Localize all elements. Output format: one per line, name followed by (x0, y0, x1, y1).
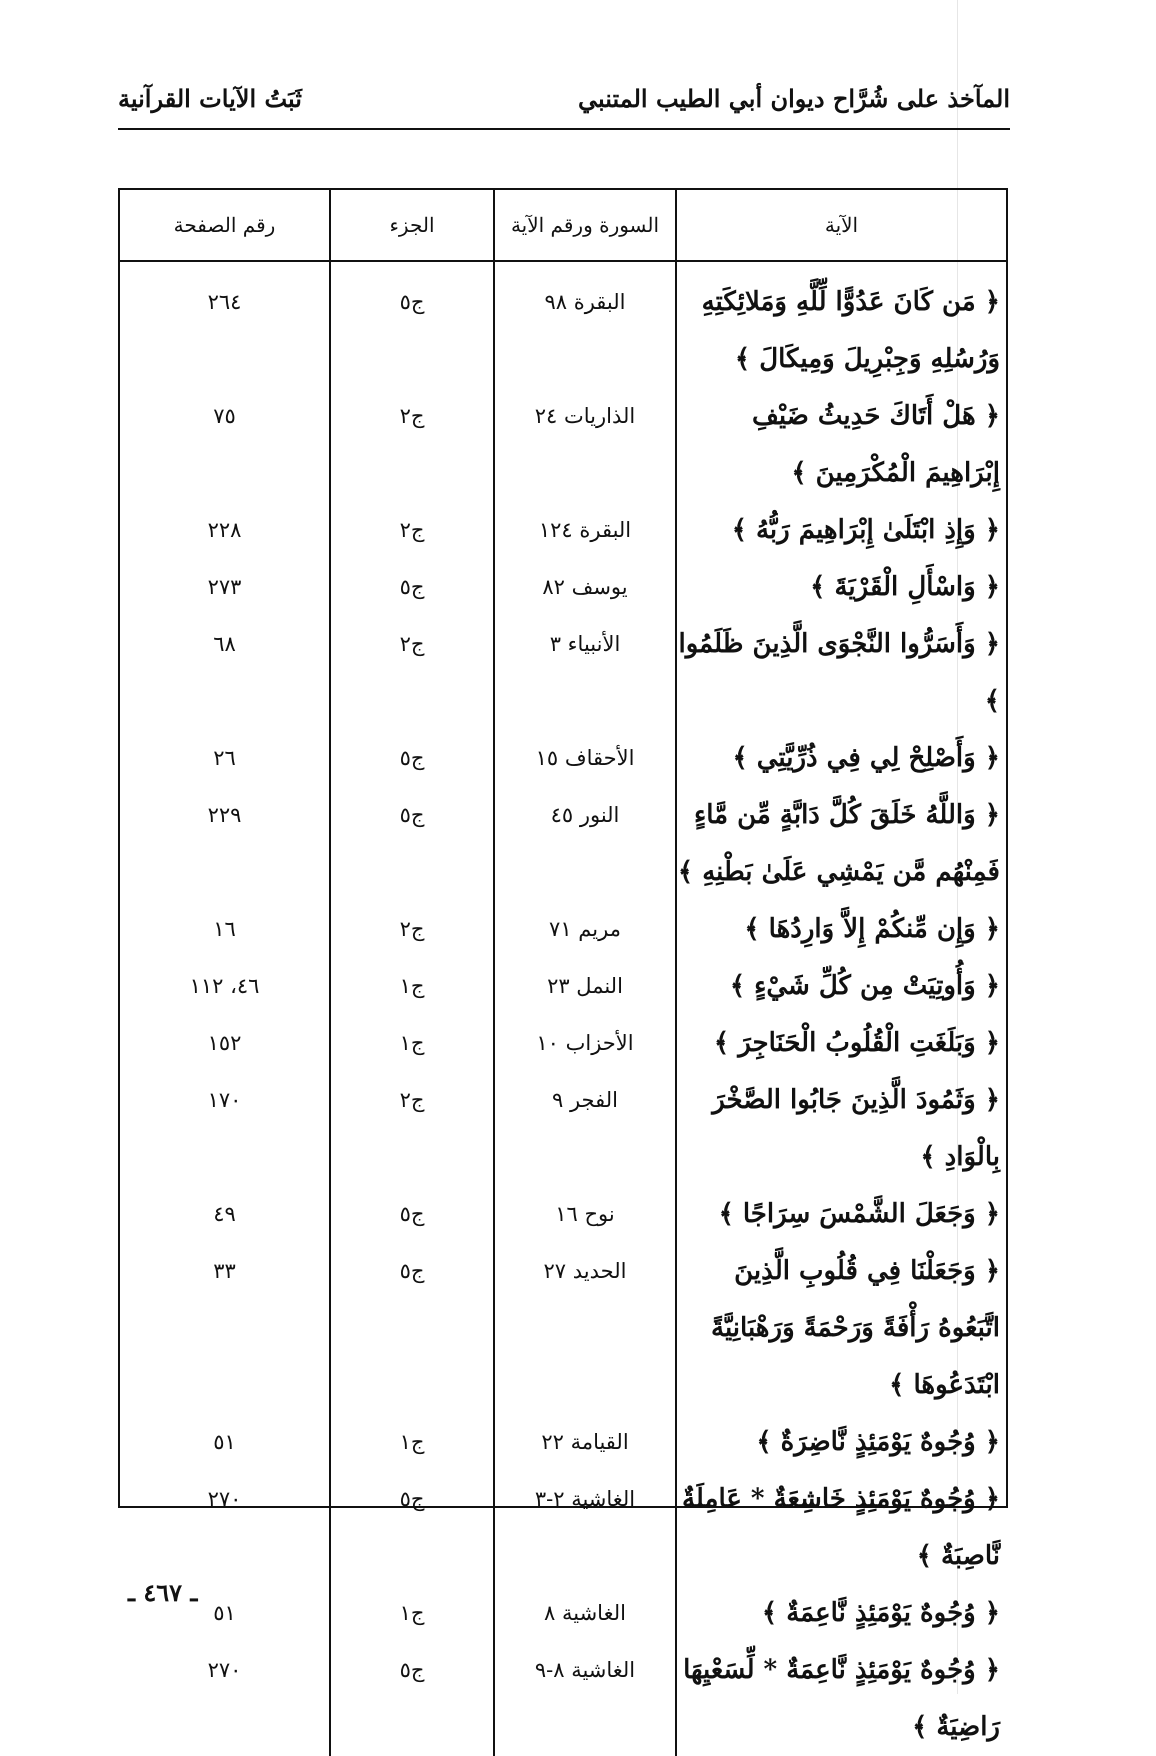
page-ref-cell: ٢٧٠ (207, 1658, 242, 1682)
page-number: ـ ٤٦٧ ـ (128, 1578, 198, 1607)
page-ref-cell: ١٧٠ (207, 1088, 242, 1112)
table-row (120, 388, 1006, 502)
ayah-cell: ﴿ وَاللَّهُ خَلَقَ كُلَّ دَابَّةٍ مِّن مَّاءٍ فَمِنْهُم مَّن يَمْشِي عَلَىٰ بَطْنِهِ ﴾ (676, 787, 1006, 901)
table-row (120, 1585, 1006, 1642)
juz-cell: ج٥ (330, 261, 494, 388)
sura-cell: الفجر ٩ (494, 1072, 676, 1186)
page-ref-cell: ٢٦٤ (207, 290, 242, 314)
juz-cell: ج٢ (330, 616, 494, 730)
page-ref-cell: ٥١ (213, 1601, 236, 1625)
page-ref-cell: ٢٧٠ (207, 1487, 242, 1511)
page-ref-cell: ٤٦، ١١٢ (189, 974, 260, 998)
juz-cell: ج١ (330, 1414, 494, 1471)
ayah-cell: ﴿ وَأُوتِيَتْ مِن كُلِّ شَيْءٍ ﴾ (676, 958, 1006, 1015)
table-row (120, 1072, 1006, 1186)
ayah-cell: ﴿ وَاسْأَلِ الْقَرْيَةَ ﴾ (676, 559, 1006, 616)
juz-cell: ج١ (330, 1015, 494, 1072)
page-ref-cell: ١٥٢ (207, 1031, 242, 1055)
table-row (120, 958, 1006, 1015)
header-juz: الجزء (330, 190, 494, 261)
juz-cell: ج١ (330, 958, 494, 1015)
juz-cell: ج٥ (330, 730, 494, 787)
ayah-cell: ﴿ وُجُوهٌ يَوْمَئِذٍ نَّاضِرَةٌ ﴾ (676, 1414, 1006, 1471)
ayah-cell: ﴿ وَبَلَغَتِ الْقُلُوبُ الْحَنَاجِرَ ﴾ (676, 1015, 1006, 1072)
ayah-cell: ﴿ وُجُوهٌ يَوْمَئِذٍ نَّاعِمَةٌ ﴾ (676, 1585, 1006, 1642)
section-title: ثَبَتُ الآيات القرآنية (118, 84, 302, 113)
page-ref-cell: ٢٢٨ (207, 518, 242, 542)
sura-cell: البقرة ٩٨ (494, 261, 676, 388)
sura-cell: الغاشية ٨-٩ (494, 1642, 676, 1756)
sura-cell: مريم ٧١ (494, 901, 676, 958)
table-row (120, 787, 1006, 901)
running-header (118, 78, 1010, 130)
juz-cell: ج٥ (330, 559, 494, 616)
juz-cell: ج٢ (330, 901, 494, 958)
sura-cell: يوسف ٨٢ (494, 559, 676, 616)
table-row (120, 901, 1006, 958)
juz-cell: ج٥ (330, 1471, 494, 1585)
juz-cell: ج١ (330, 1585, 494, 1642)
page-ref-cell: ١٦ (213, 917, 236, 941)
ayah-cell: ﴿ هَلْ أَتَاكَ حَدِيثُ ضَيْفِ إِبْرَاهِيمَ الْمُكْرَمِينَ ﴾ (676, 388, 1006, 502)
table-row (120, 616, 1006, 730)
sura-cell: النمل ٢٣ (494, 958, 676, 1015)
juz-cell: ج٥ (330, 1243, 494, 1414)
sura-cell: الأحقاف ١٥ (494, 730, 676, 787)
header-page: رقم الصفحة (120, 190, 330, 261)
juz-cell: ج٢ (330, 388, 494, 502)
juz-cell: ج٢ (330, 502, 494, 559)
table-row (120, 261, 1006, 388)
ayah-cell: ﴿ وَأَسَرُّوا النَّجْوَى الَّذِينَ ظَلَمُوا ﴾ (676, 616, 1006, 730)
sura-cell: الحديد ٢٧ (494, 1243, 676, 1414)
page-ref-cell: ٢٦ (213, 746, 236, 770)
ayah-cell: ﴿ وُجُوهٌ يَوْمَئِذٍ خَاشِعَةٌ * عَامِلَةٌ نَّاصِبَةٌ ﴾ (676, 1471, 1006, 1585)
page-ref-cell: ٥١ (213, 1430, 236, 1454)
ayah-cell: ﴿ وَإِذِ ابْتَلَىٰ إِبْرَاهِيمَ رَبُّهُ ﴾ (676, 502, 1006, 559)
page-ref-cell: ٧٥ (213, 404, 236, 428)
table-row (120, 1186, 1006, 1243)
sura-cell: الأحزاب ١٠ (494, 1015, 676, 1072)
juz-cell: ج٥ (330, 787, 494, 901)
sura-cell: الغاشية ٢-٣ (494, 1471, 676, 1585)
sura-cell: نوح ١٦ (494, 1186, 676, 1243)
table-row (120, 559, 1006, 616)
page-ref-cell: ٢٧٣ (207, 575, 242, 599)
ayah-cell: ﴿ وَثَمُودَ الَّذِينَ جَابُوا الصَّخْرَ بِالْوَادِ ﴾ (676, 1072, 1006, 1186)
table-row (120, 1243, 1006, 1414)
page-ref-cell: ٢٢٩ (207, 803, 242, 827)
sura-cell: الأنبياء ٣ (494, 616, 676, 730)
table-header-row (120, 190, 1006, 261)
verses-index-table (120, 190, 1006, 1756)
table-row (120, 502, 1006, 559)
table-row (120, 1015, 1006, 1072)
juz-cell: ج٥ (330, 1642, 494, 1756)
juz-cell: ج٥ (330, 1186, 494, 1243)
page-ref-cell: ٦٨ (213, 632, 236, 656)
book-title: المآخذ على شُرَّاح ديوان أبي الطيب المتنبي (578, 84, 1010, 113)
juz-cell: ج٢ (330, 1072, 494, 1186)
ayah-cell: ﴿ وَإِن مِّنكُمْ إِلاَّ وَارِدُهَا ﴾ (676, 901, 1006, 958)
page-ref-cell: ٣٣ (213, 1259, 236, 1283)
sura-cell: البقرة ١٢٤ (494, 502, 676, 559)
ayah-cell: ﴿ وُجُوهٌ يَوْمَئِذٍ نَّاعِمَةٌ * لِّسَعْيِهَا رَاضِيَةٌ ﴾ (676, 1642, 1006, 1756)
table-row (120, 1414, 1006, 1471)
header-ayah: الآية (676, 190, 1006, 261)
table-row (120, 730, 1006, 787)
ayah-cell: ﴿ مَن كَانَ عَدُوًّا لِّلَّهِ وَمَلائِكَتِهِ وَرُسُلِهِ وَجِبْرِيلَ وَمِيكَالَ ﴾ (676, 261, 1006, 388)
sura-cell: القيامة ٢٢ (494, 1414, 676, 1471)
ayah-cell: ﴿ وَأَصْلِحْ لِي فِي ذُرِّيَّتِي ﴾ (676, 730, 1006, 787)
ayah-cell: ﴿ وَجَعَلْنَا فِي قُلُوبِ الَّذِينَ اتَّبَعُوهُ رَأْفَةً وَرَحْمَةً وَرَهْبَانِيَّةً ابْتَدَعُوهَا ﴾ (676, 1243, 1006, 1414)
table-row (120, 1471, 1006, 1585)
header-sura: السورة ورقم الآية (494, 190, 676, 261)
sura-cell: النور ٤٥ (494, 787, 676, 901)
page-ref-cell: ٤٩ (213, 1202, 236, 1226)
table-row (120, 1642, 1006, 1756)
sura-cell: الغاشية ٨ (494, 1585, 676, 1642)
ayah-cell: ﴿ وَجَعَلَ الشَّمْسَ سِرَاجًا ﴾ (676, 1186, 1006, 1243)
sura-cell: الذاريات ٢٤ (494, 388, 676, 502)
